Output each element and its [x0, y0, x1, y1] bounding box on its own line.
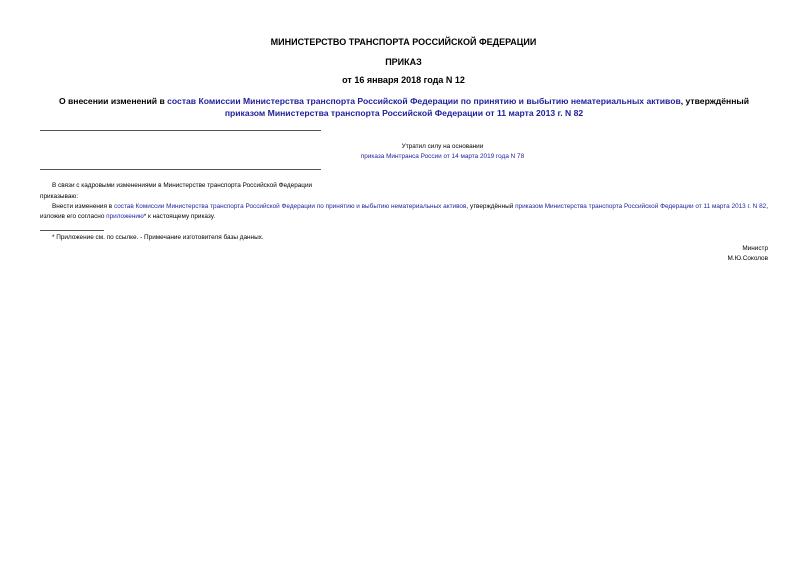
order-link-appendix[interactable]: приложению [106, 213, 144, 220]
lost-force-basis [40, 153, 807, 160]
ministry-heading: МИНИСТЕРСТВО ТРАНСПОРТА РОССИЙСКОЙ ФЕДЕРАЦИИ [270, 37, 537, 47]
title-link-commission[interactable]: состав Комиссии Министерства транспорта Российской Федерации по принятию и выбытию нематериальных активов [167, 96, 681, 106]
paragraph-order-text [40, 202, 768, 222]
lost-force-basis-link[interactable]: приказа Минтранса России от 14 марта 2019 года N 78 [360, 153, 525, 160]
title-middle: , утверждённый [680, 96, 750, 106]
signature-name: М.Ю.Соколов [727, 255, 768, 262]
order-text-middle2: , изложив его согласно [40, 203, 768, 220]
document-type-heading: ПРИКАЗ [385, 57, 422, 67]
order-link-order[interactable]: приказом Министерства транспорта Российской Федерации от 11 марта 2013 г. N 82 [515, 203, 767, 210]
lost-force-label: Утратил силу на основании [401, 143, 484, 150]
order-link-commission[interactable]: состав Комиссии Министерства транспорта Российской Федерации по принятию и выбытию нематериальных активов [113, 203, 467, 210]
divider-top [40, 130, 321, 131]
order-text-suffix: * к настоящему приказу. [143, 213, 216, 220]
divider-bottom [40, 169, 321, 170]
title-prefix: О внесении изменений в [58, 96, 168, 106]
paragraph-order-word: приказываю: [40, 193, 78, 200]
footnote-divider [40, 230, 104, 231]
date-number-heading: от 16 января 2018 года N 12 [342, 75, 465, 85]
title-link-order[interactable]: приказом Министерства транспорта Российской Федерации от 11 марта 2013 г. N 82 [224, 108, 584, 118]
order-text-middle: , утверждённый [466, 203, 516, 210]
paragraph-reason: В связи с кадровыми изменениями в Министерстве транспорта Российской Федерации [52, 182, 313, 189]
footnote: * Приложение см. по ссылке. - Примечание изготовителя базы данных. [52, 234, 264, 241]
document-title [40, 95, 768, 119]
order-text-prefix: Внести изменения в [52, 203, 114, 210]
signature-position: Министр [742, 245, 768, 252]
